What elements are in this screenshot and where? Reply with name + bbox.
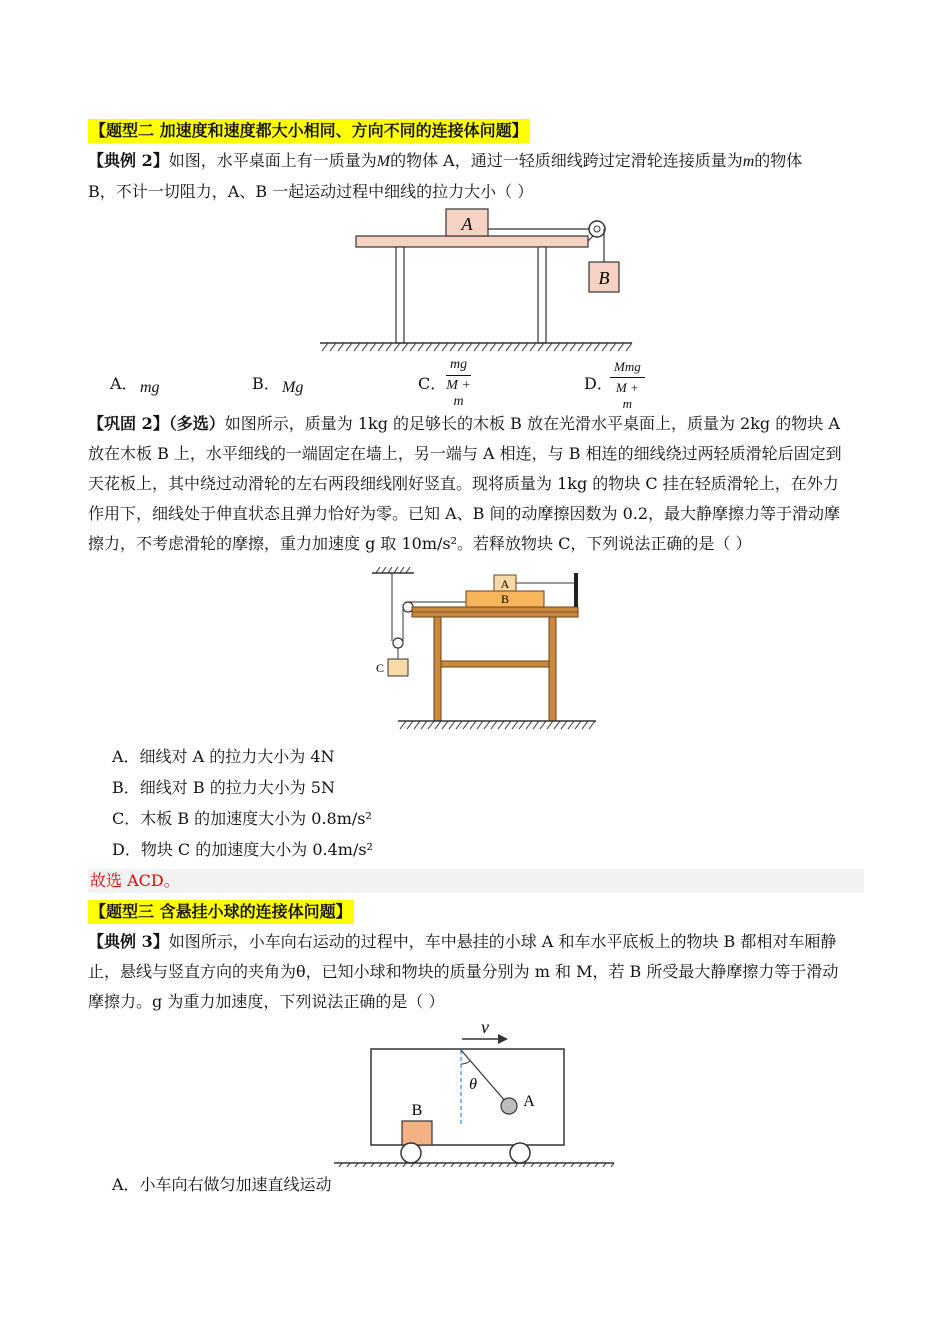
hatch-mark	[575, 721, 581, 729]
hatch-mark	[407, 721, 413, 729]
hatch-mark	[562, 343, 568, 351]
hatch-mark	[506, 343, 512, 351]
option-expr: mg	[140, 379, 160, 396]
hatch-mark	[386, 343, 392, 351]
consolidate-text: 作用下，细线处于伸直状态且弹力恰好为零。已知 A、B 间的动摩擦因数为 0.2，最大静摩擦力等于滑动摩	[88, 504, 841, 523]
movable-pulley	[393, 638, 403, 648]
choices-list	[88, 741, 864, 865]
hatch-mark	[458, 343, 464, 351]
hatch-mark	[428, 721, 434, 729]
fraction	[446, 357, 471, 410]
hatch-mark	[449, 721, 455, 729]
hatch-mark	[354, 343, 360, 351]
pulley-axle	[594, 226, 600, 232]
hatch-mark	[322, 343, 328, 351]
hatch-mark	[421, 721, 427, 729]
hatch-mark	[538, 343, 544, 351]
example-text: 的物体	[754, 151, 803, 170]
option-key: B．	[252, 374, 280, 393]
consolidate-2	[88, 409, 864, 559]
hatch-mark	[477, 721, 483, 729]
example-text: 如图所示，小车向右运动的过程中，车中悬挂的小球 A 和车水平底板上的物块 B 都相对车厢静	[168, 932, 837, 951]
choice-a[interactable]: A．小车向右做匀加速直线运动	[112, 1175, 332, 1194]
hatch-mark	[330, 343, 336, 351]
option-key: D．	[584, 374, 613, 393]
velocity-label: v	[481, 1017, 489, 1037]
options-row	[88, 357, 864, 411]
hatch-mark	[505, 721, 511, 729]
fraction-denominator: M + m	[446, 378, 471, 409]
hatch-mark	[526, 721, 532, 729]
hatch-mark	[370, 343, 376, 351]
ceiling-hatch	[376, 567, 410, 573]
block-a-label: A	[461, 214, 473, 234]
hatch-mark	[474, 343, 480, 351]
ground-hatch	[400, 721, 595, 729]
section-title	[88, 116, 864, 146]
figure-table-pulley	[88, 207, 864, 357]
section-title-text: 【题型三 含悬挂小球的连接体问题】	[88, 900, 354, 924]
fraction-numerator: Mmg	[610, 359, 645, 378]
hatch-mark	[482, 343, 488, 351]
hatch-mark	[491, 721, 497, 729]
hatch-mark	[456, 721, 462, 729]
option-expr: Mg	[282, 379, 304, 396]
consolidate-text: 放在木板 B 上，水平细线的一端固定在墙上，另一端与 A 相连，与 B 相连的细线绕过两轻质滑轮后固定到	[88, 444, 842, 463]
fraction	[610, 359, 645, 412]
hatch-mark	[514, 343, 520, 351]
hatch-mark	[626, 343, 632, 351]
fraction-denominator: M + m	[615, 380, 639, 411]
board-b-label: B	[500, 592, 510, 606]
consolidate-text: 天花板上，其中绕过动滑轮的左右两段细线刚好竖直。现将质量为 1kg 的物块 C 挂在轻质滑轮上，在外力	[88, 474, 839, 493]
table-top	[356, 236, 588, 247]
block-c-label: C	[375, 661, 385, 675]
choice-a[interactable]: A．细线对 A 的拉力大小为 4N	[112, 747, 335, 766]
hatch-mark	[414, 721, 420, 729]
var-M: M	[376, 153, 391, 170]
hatch-mark	[522, 343, 528, 351]
multi-select-tag: （多选）	[168, 414, 225, 433]
hatch-mark	[466, 343, 472, 351]
consolidate-line	[88, 409, 864, 439]
table-leg	[434, 617, 441, 721]
hatch-mark	[533, 721, 539, 729]
hatch-mark	[442, 343, 448, 351]
wheel	[401, 1143, 421, 1163]
wheel	[510, 1143, 530, 1163]
hatch-mark	[546, 343, 552, 351]
theta-label: θ	[469, 1076, 477, 1093]
answer-text: 故选 ACD。	[88, 869, 864, 893]
hatch-mark	[594, 343, 600, 351]
hatch-mark	[410, 343, 416, 351]
hatch-mark	[490, 343, 496, 351]
block-c	[388, 659, 408, 676]
consolidate-label: 【巩固 2】	[88, 414, 169, 433]
cart-body	[371, 1049, 564, 1145]
fraction-numerator: mg	[446, 357, 471, 376]
hatch-mark	[378, 343, 384, 351]
example-text: 如图，水平桌面上有一质量为	[168, 151, 377, 170]
hatch-mark	[338, 343, 344, 351]
choice-c[interactable]: C．木板 B 的加速度大小为 0.8m/s²	[112, 809, 372, 828]
hatch-mark	[498, 343, 504, 351]
document-page	[88, 110, 864, 1200]
hatch-mark	[470, 721, 476, 729]
option-key: A．	[110, 374, 138, 393]
hatch-mark	[554, 343, 560, 351]
hatch-mark	[426, 343, 432, 351]
hatch-mark	[435, 721, 441, 729]
figure-2-svg	[88, 567, 864, 737]
hatch-mark	[484, 721, 490, 729]
section-title-text: 【题型二 加速度和速度都大小相同、方向不同的连接体问题】	[88, 119, 530, 143]
hatch-mark	[602, 343, 608, 351]
block-b-label: B	[411, 1102, 423, 1119]
example-text: 止，悬线与竖直方向的夹角为θ，已知小球和物块的质量分别为 m 和 M，若 B 所受最大静摩擦力等于滑动	[88, 962, 839, 981]
ground-hatch	[322, 343, 632, 351]
hatch-mark	[442, 721, 448, 729]
table-rail	[441, 661, 549, 667]
var-m: m	[742, 153, 755, 170]
hatch-mark	[394, 343, 400, 351]
wall	[574, 573, 578, 607]
consolidate-text: 如图所示，质量为 1kg 的足够长的木板 B 放在光滑水平桌面上，质量为 2kg 的物块 A	[224, 414, 840, 433]
hatch-mark	[463, 721, 469, 729]
hatch-mark	[561, 721, 567, 729]
hatch-mark	[362, 343, 368, 351]
hatch-mark	[540, 721, 546, 729]
table-leg	[396, 247, 404, 343]
hatch-mark	[519, 721, 525, 729]
hatch-mark	[618, 343, 624, 351]
example-label: 【典例 2】	[88, 151, 169, 170]
hatch-mark	[570, 343, 576, 351]
hatch-mark	[434, 343, 440, 351]
hatch-mark	[400, 721, 406, 729]
example-3-line1	[88, 927, 864, 957]
example-label: 【典例 3】	[88, 932, 169, 951]
consolidate-text: 擦力，不考虑滑轮的摩擦，重力加速度 g 取 10m/s²。若释放物块 C，下列说法正确的是（ ）	[88, 534, 752, 553]
section-title	[88, 897, 864, 927]
table-leg	[549, 617, 556, 721]
hatch-mark	[568, 721, 574, 729]
table-leg	[538, 247, 546, 343]
hatch-mark	[346, 343, 352, 351]
hatch-mark	[418, 343, 424, 351]
example-text: 摩擦力。g 为重力加速度，下列说法正确的是（ ）	[88, 992, 445, 1011]
hatch-mark	[402, 343, 408, 351]
figure-cart-pendulum	[88, 1017, 864, 1167]
hatch-mark	[530, 343, 536, 351]
hatch-mark	[586, 343, 592, 351]
velocity-arrowhead	[498, 1034, 508, 1044]
block-a-label: A	[500, 577, 510, 591]
ball-a-label: A	[523, 1093, 535, 1110]
figure-1-svg	[88, 207, 864, 357]
option-key: C．	[418, 374, 447, 393]
block-b-label: B	[598, 268, 610, 288]
block-b	[402, 1121, 432, 1145]
example-2-line1	[88, 146, 864, 177]
example-text: 的物体 A，通过一轻质细线跨过定滑轮连接质量为	[390, 151, 743, 170]
hatch-mark	[554, 721, 560, 729]
hatch-mark	[589, 721, 595, 729]
hatch-mark	[450, 343, 456, 351]
hatch-mark	[547, 721, 553, 729]
hatch-mark	[498, 721, 504, 729]
example-2-line2: B，不计一切阻力，A、B 一起运动过程中细线的拉力大小（ ）	[88, 182, 534, 201]
hatch-mark	[582, 721, 588, 729]
ball-a	[501, 1098, 517, 1114]
choice-b[interactable]: B．细线对 B 的拉力大小为 5N	[112, 778, 335, 797]
figure-3-svg	[88, 1017, 864, 1167]
hatch-mark	[610, 343, 616, 351]
hatch-mark	[578, 343, 584, 351]
figure-table-two-pulleys	[88, 567, 864, 737]
hatch-mark	[512, 721, 518, 729]
choice-d[interactable]: D．物块 C 的加速度大小为 0.4m/s²	[112, 840, 373, 859]
